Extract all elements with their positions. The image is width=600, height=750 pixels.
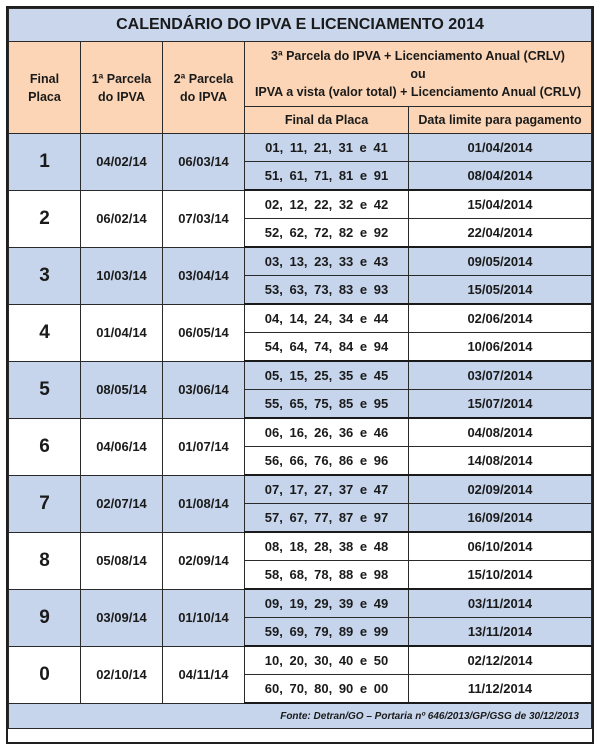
plate-endings-cell: 03, 13, 23, 33 e 43 (245, 247, 409, 276)
deadline-cell: 08/04/2014 (409, 162, 592, 191)
table-row (9, 589, 592, 618)
header-parcela-1-line2: do IPVA (98, 89, 145, 104)
header-parcela-2-line2: do IPVA (180, 89, 227, 104)
final-placa-cell: 9 (9, 589, 81, 646)
table-row (9, 418, 592, 447)
parcela-1-cell: 02/07/14 (81, 475, 163, 532)
deadline-cell: 10/06/2014 (409, 333, 592, 362)
plate-endings-cell: 51, 61, 71, 81 e 91 (245, 162, 409, 191)
table-row (9, 361, 592, 390)
table-row (9, 646, 592, 675)
deadline-cell: 15/10/2014 (409, 561, 592, 590)
header-parcela-1 (81, 42, 163, 134)
deadline-cell: 11/12/2014 (409, 675, 592, 704)
deadline-cell: 15/04/2014 (409, 190, 592, 219)
parcela-2-cell: 01/08/14 (163, 475, 245, 532)
deadline-cell: 02/06/2014 (409, 304, 592, 333)
plate-endings-cell: 58, 68, 78, 88 e 98 (245, 561, 409, 590)
deadline-cell: 15/07/2014 (409, 390, 592, 419)
header-final-placa-line1: Final (29, 71, 60, 86)
table-row (9, 247, 592, 276)
table-row (9, 134, 592, 162)
plate-endings-cell: 53, 63, 73, 83 e 93 (245, 276, 409, 305)
parcela-1-cell: 06/02/14 (81, 190, 163, 247)
plate-endings-cell: 55, 65, 75, 85 e 95 (245, 390, 409, 419)
table-body (9, 134, 592, 704)
header-group-parcela-3 (245, 42, 592, 107)
header-final-placa-line2: Placa (28, 89, 61, 104)
table-row (9, 475, 592, 504)
plate-endings-cell: 54, 64, 74, 84 e 94 (245, 333, 409, 362)
table-row (9, 190, 592, 219)
final-placa-cell: 7 (9, 475, 81, 532)
final-placa-cell: 2 (9, 190, 81, 247)
header-parcela-1-line1: 1ª Parcela (91, 71, 152, 86)
parcela-2-cell: 03/04/14 (163, 247, 245, 304)
final-placa-cell: 6 (9, 418, 81, 475)
table-row (9, 532, 592, 561)
parcela-1-cell: 02/10/14 (81, 646, 163, 703)
parcela-2-cell: 06/03/14 (163, 134, 245, 191)
ipva-calendar-sheet (6, 6, 594, 744)
subheader-data-limite: Data limite para pagamento (409, 107, 592, 134)
parcela-2-cell: 01/07/14 (163, 418, 245, 475)
plate-endings-cell: 04, 14, 24, 34 e 44 (245, 304, 409, 333)
header-group-line3: IPVA a vista (valor total) + Licenciamento Anual (CRLV) (254, 85, 582, 99)
parcela-2-cell: 07/03/14 (163, 190, 245, 247)
parcela-2-cell: 01/10/14 (163, 589, 245, 646)
parcela-1-cell: 04/06/14 (81, 418, 163, 475)
parcela-2-cell: 02/09/14 (163, 532, 245, 589)
header-group-line2: ou (410, 67, 426, 81)
source-note: Fonte: Detran/GO – Portaria nº 646/2013/GP/GSG de 30/12/2013 (9, 703, 592, 729)
parcela-2-cell: 04/11/14 (163, 646, 245, 703)
deadline-cell: 16/09/2014 (409, 504, 592, 533)
plate-endings-cell: 56, 66, 76, 86 e 96 (245, 447, 409, 476)
parcela-1-cell: 01/04/14 (81, 304, 163, 361)
plate-endings-cell: 08, 18, 28, 38 e 48 (245, 532, 409, 561)
plate-endings-cell: 60, 70, 80, 90 e 00 (245, 675, 409, 704)
deadline-cell: 01/04/2014 (409, 134, 592, 162)
subheader-final-da-placa: Final da Placa (245, 107, 409, 134)
plate-endings-cell: 10, 20, 30, 40 e 50 (245, 646, 409, 675)
plate-endings-cell: 05, 15, 25, 35 e 45 (245, 361, 409, 390)
plate-endings-cell: 01, 11, 21, 31 e 41 (245, 134, 409, 162)
header-parcela-2-line1: 2ª Parcela (173, 71, 234, 86)
final-placa-cell: 8 (9, 532, 81, 589)
table-row (9, 304, 592, 333)
header-parcela-2 (163, 42, 245, 134)
plate-endings-cell: 06, 16, 26, 36 e 46 (245, 418, 409, 447)
plate-endings-cell: 02, 12, 22, 32 e 42 (245, 190, 409, 219)
deadline-cell: 06/10/2014 (409, 532, 592, 561)
final-placa-cell: 3 (9, 247, 81, 304)
plate-endings-cell: 09, 19, 29, 39 e 49 (245, 589, 409, 618)
deadline-cell: 09/05/2014 (409, 247, 592, 276)
parcela-1-cell: 04/02/14 (81, 134, 163, 191)
plate-endings-cell: 57, 67, 77, 87 e 97 (245, 504, 409, 533)
parcela-1-cell: 05/08/14 (81, 532, 163, 589)
deadline-cell: 15/05/2014 (409, 276, 592, 305)
deadline-cell: 03/07/2014 (409, 361, 592, 390)
parcela-1-cell: 03/09/14 (81, 589, 163, 646)
deadline-cell: 02/12/2014 (409, 646, 592, 675)
plate-endings-cell: 59, 69, 79, 89 e 99 (245, 618, 409, 647)
parcela-2-cell: 06/05/14 (163, 304, 245, 361)
deadline-cell: 02/09/2014 (409, 475, 592, 504)
plate-endings-cell: 52, 62, 72, 82 e 92 (245, 219, 409, 248)
deadline-cell: 04/08/2014 (409, 418, 592, 447)
parcela-1-cell: 08/05/14 (81, 361, 163, 418)
deadline-cell: 13/11/2014 (409, 618, 592, 647)
parcela-2-cell: 03/06/14 (163, 361, 245, 418)
table-title: CALENDÁRIO DO IPVA E LICENCIAMENTO 2014 (9, 9, 592, 42)
final-placa-cell: 1 (9, 134, 81, 191)
final-placa-cell: 0 (9, 646, 81, 703)
final-placa-cell: 5 (9, 361, 81, 418)
ipva-calendar-table (8, 8, 592, 729)
deadline-cell: 22/04/2014 (409, 219, 592, 248)
deadline-cell: 03/11/2014 (409, 589, 592, 618)
deadline-cell: 14/08/2014 (409, 447, 592, 476)
header-group-line1: 3ª Parcela do IPVA + Licenciamento Anual (CRLV) (271, 49, 565, 63)
parcela-1-cell: 10/03/14 (81, 247, 163, 304)
header-final-placa (9, 42, 81, 134)
final-placa-cell: 4 (9, 304, 81, 361)
plate-endings-cell: 07, 17, 27, 37 e 47 (245, 475, 409, 504)
